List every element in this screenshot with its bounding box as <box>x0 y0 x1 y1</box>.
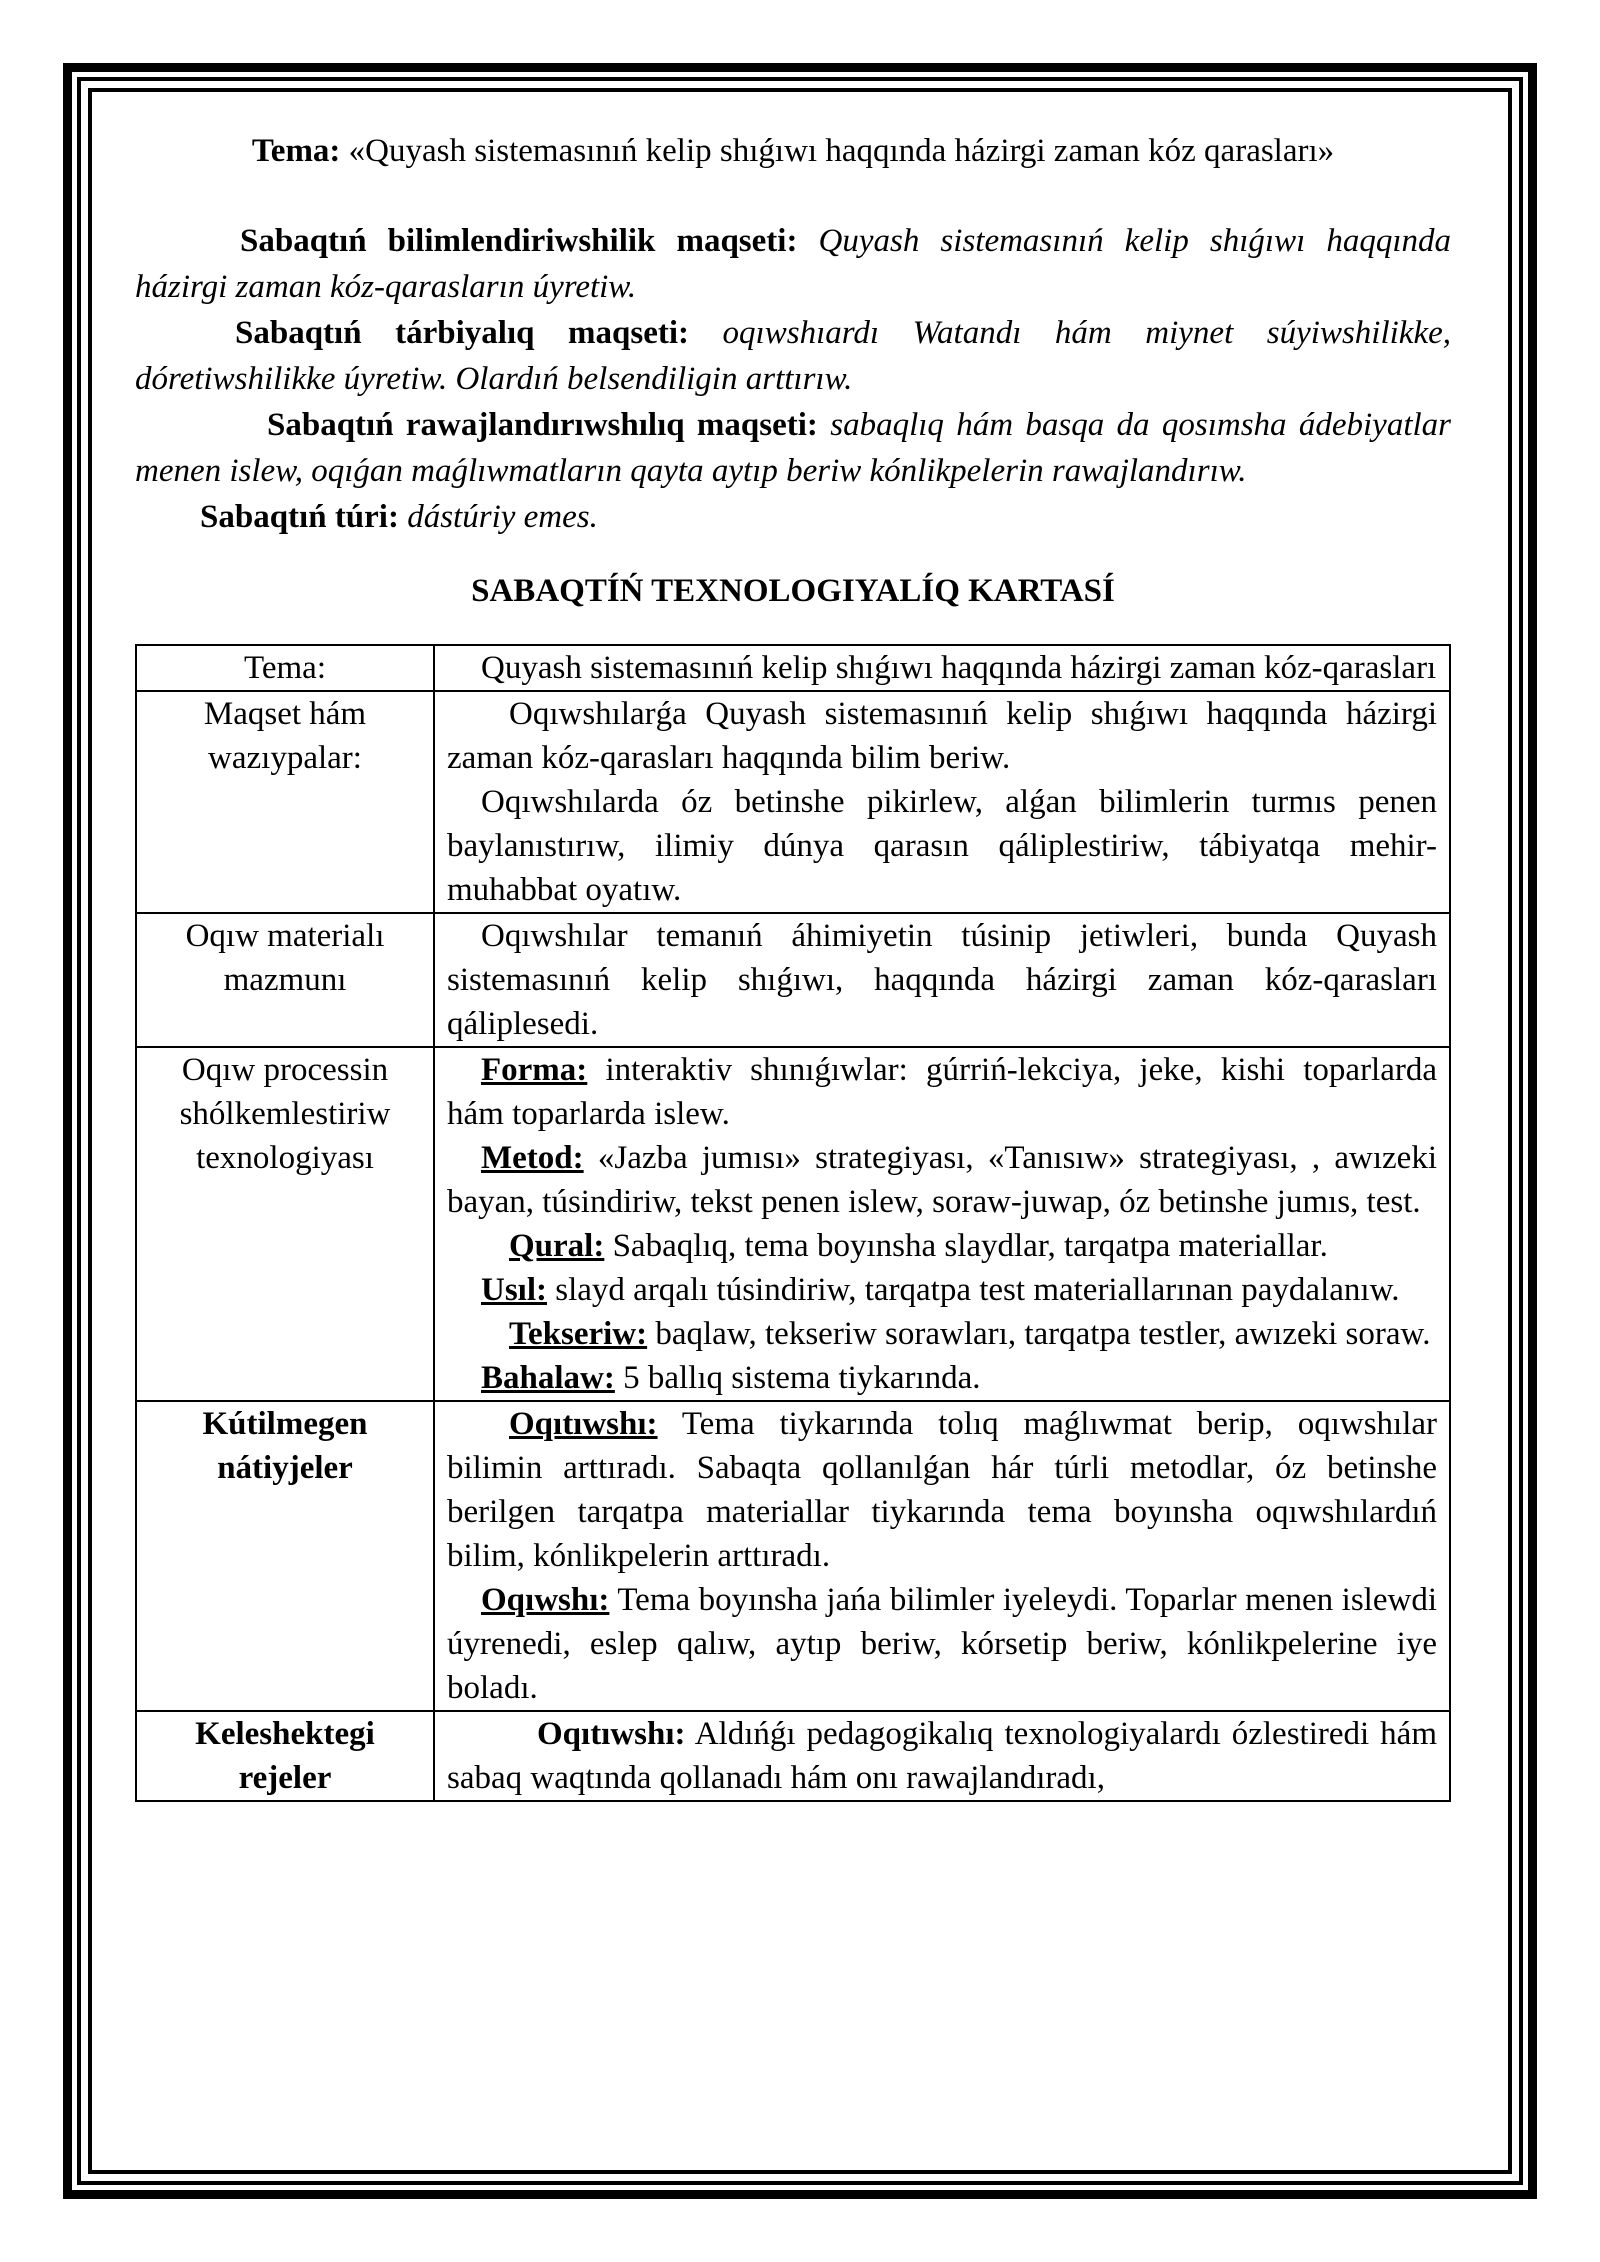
developmental-goal <box>135 402 1451 494</box>
table-row <box>136 1047 1450 1401</box>
row-label-goals: Maqset hám wazıypalar: <box>136 691 434 913</box>
method-text: «Jazba jumısı» strategiyası, «Tanısıw» strategiyası, , awızeki bayan, túsindiriw, tekst penen islew, soraw-juwap, óz betinshe jumıs, test. <box>447 1140 1438 1220</box>
form-item <box>447 1048 1437 1136</box>
method-label: Metod: <box>481 1140 584 1176</box>
form-label: Forma: <box>481 1052 588 1088</box>
row-value-expected-results <box>434 1401 1450 1711</box>
row-label-expected-results <box>136 1401 434 1711</box>
tool-label: Qural: <box>509 1228 605 1264</box>
student-result-text: Tema boyınsha jańa bilimler iyeleydi. Toparlar menen islewdi úyrenedi, eslep qalıw, aytıp beriw, kórsetip beriw, kónlikpelerine iye boladı. <box>447 1582 1437 1706</box>
row-label-technology: Oqıw processin shólkemlestiriw texnologiyası <box>136 1047 434 1401</box>
teacher-result <box>447 1402 1437 1578</box>
row-value-technology <box>434 1047 1450 1401</box>
developmental-goal-text: sabaqlıq hám basqa da qosımsha ádebiyatlar menen islew, oqıǵan maǵlıwmatların qayta aytıp beriw kónlikpelerin rawajlandırıw. <box>135 407 1452 489</box>
future-plans-teacher-label: Oqıtıwshı: <box>537 1716 686 1752</box>
teacher-result-text: Tema tiykarında tolıq maǵlıwmat berip, oqıwshılar bilimin arttıradı. Sabaqta qollanılǵan hár túrli metodlar, óz betinshe berilgen tarqatpa materiallar tiykarında tema boyınsha oqıwshılardıń bilim, kónlikpelerin arttıradı. <box>447 1406 1438 1574</box>
educational-goal-text: Quyash sistemasınıń kelip shıǵıwı haqqında házirgi zaman kóz-qarasların úyretiw. <box>135 223 1451 305</box>
card-heading: SABAQTÍŃ TEXNOLOGIYALÍQ KARTASÍ <box>471 573 1115 609</box>
topic-label: Tema: <box>251 133 341 169</box>
topic-value-text: Quyash sistemasınıń kelip shıǵıwı haqqında házirgi zaman kóz-qarasları <box>481 650 1437 686</box>
row-label-future-plans <box>136 1711 434 1801</box>
future-plans-label: Keleshektegi rejeler <box>195 1716 375 1796</box>
goals-paragraph-2: Oqıwshılarda óz betinshe pikirlew, alǵan bilimlerin turmıs penen baylanıstırıw, ilimiy dúnya qarasın qáliplestiriw, tábiyatqa mehir-muhabbat oyatıw. <box>447 784 1437 908</box>
grading-text: 5 ballıq sistema tiykarında. <box>623 1360 981 1396</box>
expected-results-label: Kútilmegen nátiyjeler <box>202 1406 368 1486</box>
topic-text: «Quyash sistemasınıń kelip shıǵıwı haqqında házirgi zaman kóz qarasları» <box>348 133 1335 169</box>
table-row <box>136 1401 1450 1711</box>
check-label: Tekseriw: <box>509 1316 648 1352</box>
technique-text: slayd arqalı túsindiriw, tarqatpa test materiallarınan paydalanıw. <box>555 1272 1400 1308</box>
student-result-label: Oqıwshı: <box>481 1582 610 1618</box>
method-item <box>447 1136 1437 1224</box>
row-value-content <box>434 913 1450 1047</box>
row-label-content: Oqıw materialı mazmunı <box>136 913 434 1047</box>
table-row <box>136 913 1450 1047</box>
future-plans-text: Aldıńǵı pedagogikalıq texnologiyalardı ózlestiredi hám sabaq waqtında qollanadı hám onı rawajlandıradı, <box>447 1716 1437 1796</box>
content-text: Oqıwshılar temanıń áhimiyetin túsinip jetiwleri, bunda Quyash sistemasınıń kelip shıǵıwı, haqqında házirgi zaman kóz-qarasları qáliplesedi. <box>447 918 1437 1042</box>
row-value-goals <box>434 691 1450 913</box>
developmental-goal-label: Sabaqtıń rawajlandırıwshılıq maqseti: <box>267 407 818 443</box>
grading-label: Bahalaw: <box>481 1360 615 1396</box>
technology-card-table <box>135 644 1451 1802</box>
upbringing-goal-label: Sabaqtıń tárbiyalıq maqseti: <box>235 315 689 351</box>
technique-item <box>447 1268 1437 1312</box>
form-text: interaktiv shınıǵıwlar: gúrriń-lekciya, jeke, kishi toparlarda hám toparlarda islew. <box>447 1052 1438 1132</box>
lesson-type-label: Sabaqtıń túri: <box>200 499 399 535</box>
goals-paragraph-1: Oqıwshılarǵa Quyash sistemasınıń kelip shıǵıwı haqqında házirgi zaman kóz-qarasları haqqında bilim beriw. <box>447 696 1437 776</box>
tool-text: Sabaqlıq, tema boyınsha slaydlar, tarqatpa materiallar. <box>612 1228 1328 1264</box>
tool-item <box>447 1224 1437 1268</box>
document-content <box>135 128 1451 1802</box>
educational-goal-label: Sabaqtıń bilimlendiriwshilik maqseti: <box>240 223 798 259</box>
upbringing-goal-text: oqıwshıardı Watandı hám miynet súyiwshilikke, dóretiwshilikke úyretiw. Olardıń belsendiligin arttırıw. <box>135 315 1451 397</box>
teacher-result-label: Oqıtıwshı: <box>509 1406 658 1442</box>
row-value-topic <box>434 645 1450 691</box>
upbringing-goal <box>135 310 1451 402</box>
table-row <box>136 1711 1450 1801</box>
student-result <box>447 1578 1437 1710</box>
future-plans-item <box>447 1712 1437 1800</box>
row-label-topic: Tema: <box>136 645 434 691</box>
row-value-future-plans <box>434 1711 1450 1801</box>
grading-item <box>447 1356 1437 1400</box>
check-text: baqlaw, tekseriw sorawları, tarqatpa testler, awızeki soraw. <box>655 1316 1431 1352</box>
table-row <box>136 691 1450 913</box>
check-item <box>447 1312 1437 1356</box>
table-row <box>136 645 1450 691</box>
lesson-type <box>135 494 1451 540</box>
topic-line <box>135 128 1451 174</box>
lesson-type-text: dástúriy emes. <box>407 499 598 535</box>
technique-label: Usıl: <box>481 1272 547 1308</box>
educational-goal <box>135 218 1451 310</box>
